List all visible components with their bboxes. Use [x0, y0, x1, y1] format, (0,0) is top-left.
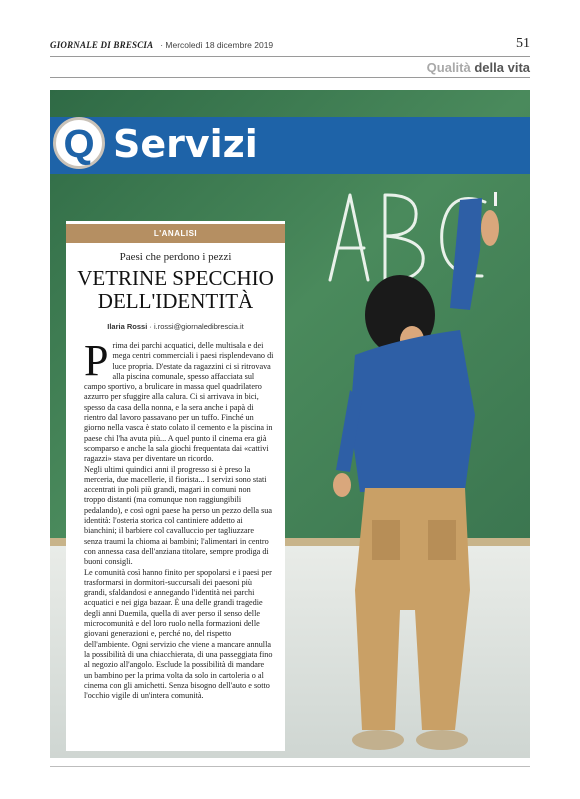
article-byline — [66, 322, 285, 331]
newspaper-name: GIORNALE DI BRESCIA — [50, 40, 154, 50]
byline-separator: · — [149, 322, 154, 331]
section-label — [427, 60, 530, 75]
masthead — [50, 36, 530, 54]
issue-date: · Mercoledì 18 dicembre 2019 — [160, 40, 274, 50]
author-name: Ilaria Rossi — [107, 322, 148, 331]
section-rule — [50, 77, 530, 78]
article-headline: VETRINE SPECCHIO DELL'IDENTITÀ — [77, 266, 274, 313]
article-kicker: Paesi che perdono i pezzi — [119, 251, 232, 263]
drop-cap: P — [84, 336, 109, 385]
analysis-tag — [66, 224, 285, 243]
footer-rule — [50, 766, 530, 767]
section-label-light: Qualità — [426, 60, 471, 75]
article-paragraph-2: Negli ultimi quindici anni il progresso si è preso la merceria, due macellerie, il fiorista... I servizi sono stati accentrati in poli più grandi, magari in comuni non troppo distanti (ma comunque non raggiungibili pedalando), e così ogni paese ha perso un pezzo della sua identità: l'osteria storica col cantiniere addetto ai bianchini; il barbiere col cavalluccio per tagliuzzare senza traumi la chioma ai bambini; l'alimentari in centro con annessa casa dell'anziana titolare, sempre prodiga di buoni consigli. — [84, 464, 273, 567]
analysis-tag-label: L'ANALISI — [153, 229, 198, 238]
article-card — [66, 221, 285, 751]
article-paragraph-1: Prima dei parchi acquatici, delle multisala e dei mega centri commerciali i paesi risplendevano di luce propria. D'estate da ragazzini ci si ritrovava alla piscina comunale, spesso affacciata sul campo sportivo, a brulicare in massa quel quadrilatero azzurro per sfuggire alla calura. Ci si arrivava in bici, spesso da casa della nonna, e la sera anche i papà di rientro dal lavoro passavano per un tuffo. Finché un giorno nella vasca è stato colato il cemento e la piscina in paese chi l'ha avuta più... A quel punto il cinema era già scomparso e anche la sala giochi frequentata dai «cattivi ragazzi» stava per diventare un ricordo. — [84, 336, 274, 464]
banner-title: Servizi — [113, 122, 258, 166]
article-paragraph-3: Le comunità così hanno finito per spopolarsi e i paesi per trasformarsi in dormitori-succursali dei paesoni più grandi, sfaldandosi e annegando l'identità nei parchi acquatici e nei giga bazaar. È una delle grandi tragedie degli anni Duemila, quella di aver perso il senso delle microcomunità e del loro ruolo nella formazioni delle giovani generazioni e, perché no, del rispetto dell'ambiente. Ogni servizio che viene a mancare annulla la possibilità di una chiacchierata, di una passeggiata fino al negozio all'angolo. Esclude la possibilità di mandare un bambino per la prima volta da solo in cartoleria o al cinema con gli amichetti. Senza bisogno dell'auto e sotto l'occhio vigile di un'intera comunità. — [84, 567, 273, 701]
article-body — [84, 336, 274, 701]
author-email: i.rossi@giornaledibrescia.it — [153, 322, 244, 331]
page-number: 51 — [516, 36, 530, 51]
section-label-dark: della vita — [474, 60, 530, 75]
q-badge-letter: Q — [63, 122, 95, 166]
q-badge — [53, 117, 105, 169]
masthead-rule — [50, 56, 530, 57]
